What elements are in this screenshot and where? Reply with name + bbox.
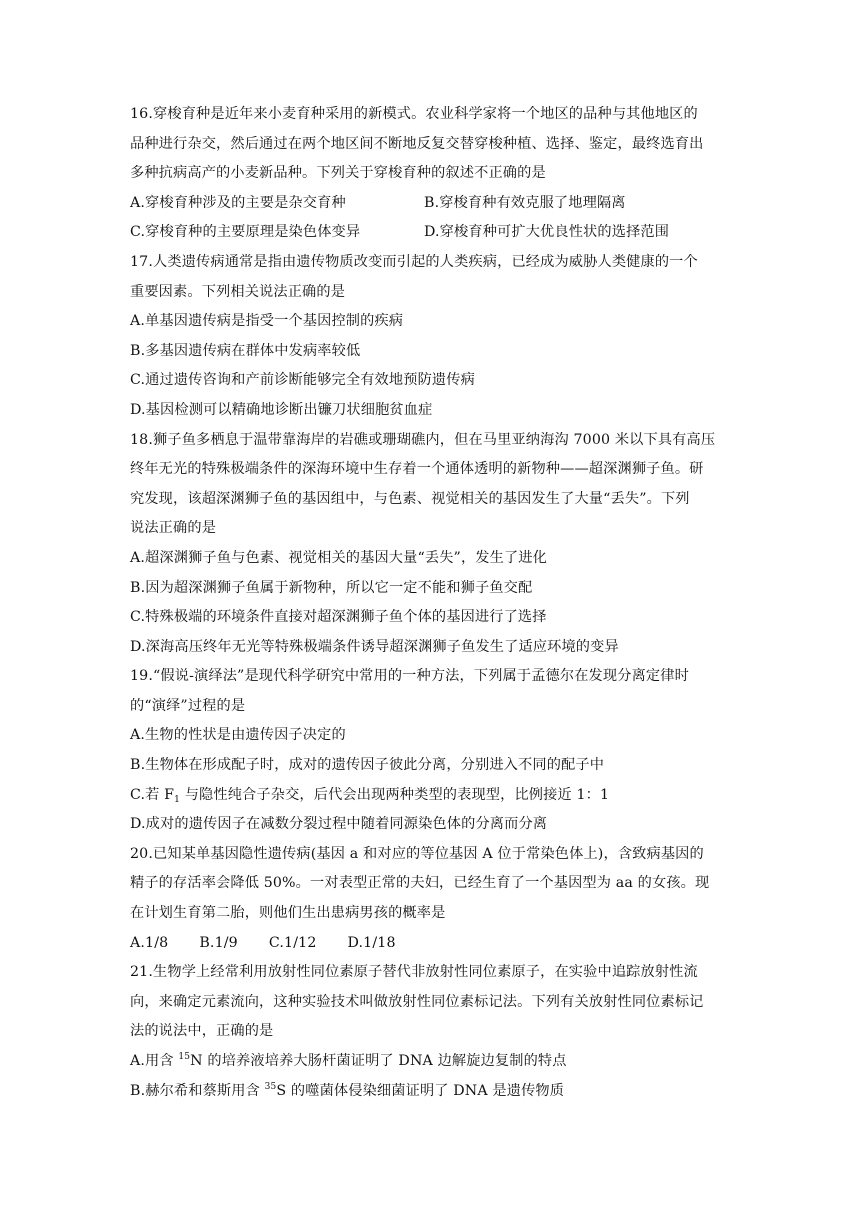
question-17 xyxy=(130,248,734,426)
option-d: D.深海高压终年无光等特殊极端条件诱导超深渊狮子鱼发生了适应环境的变异 xyxy=(130,638,619,655)
isotope-superscript: 35 xyxy=(264,1081,277,1092)
exam-page xyxy=(130,100,734,1106)
option-d: D.成对的遗传因子在减数分裂过程中随着同源染色体的分离而分离 xyxy=(130,816,548,833)
option-a-prefix: A.用含 xyxy=(130,1053,179,1069)
question-stem-line: 说法正确的是 xyxy=(130,520,217,537)
option-b-prefix: B.赫尔希和蔡斯用含 xyxy=(130,1082,265,1099)
question-stem-line: 17.人类遗传病通常是指由遗传物质改变而引起的人类疾病，已经成为威胁人类健康的一个 xyxy=(130,253,698,270)
option-b: B.多基因遗传病在群体中发病率较低 xyxy=(130,342,361,359)
question-stem-line: 向，来确定元素流向，这种实验技术叫做放射性同位素标记法。下列有关放射性同位素标记 xyxy=(130,993,704,1010)
option-a: A.1/8 xyxy=(130,934,169,951)
question-stem-line: 20.已知某单基因隐性遗传病(基因 a 和对应的等位基因 A 位于常染色体上)，含致病基因的 xyxy=(130,845,704,862)
option-a-text: N 的培养液培养大肠杆菌证明了 DNA 边解旋边复制的特点 xyxy=(190,1053,567,1069)
question-19 xyxy=(130,662,734,840)
option-a: A.超深渊狮子鱼与色素、视觉相关的基因大量“丢失”，发生了进化 xyxy=(130,549,547,566)
option-c xyxy=(130,781,734,811)
question-16 xyxy=(130,100,734,248)
question-stem-line: 多种抗病高产的小麦新品种。下列关于穿梭育种的叙述不正确的是 xyxy=(130,165,546,182)
question-21 xyxy=(130,958,734,1106)
option-d: D.穿梭育种可扩大优良性状的选择范围 xyxy=(424,224,670,241)
option-c: C.特殊极端的环境条件直接对超深渊狮子鱼个体的基因进行了选择 xyxy=(130,609,547,626)
question-stem-line: 品种进行杂交，然后通过在两个地区间不断地反复交替穿梭种植、选择、鉴定，最终选育出 xyxy=(130,135,704,152)
option-c: C.1/12 xyxy=(268,934,317,951)
question-stem-line: 在计划生育第二胎，则他们生出患病男孩的概率是 xyxy=(130,905,446,922)
option-c: C.通过遗传咨询和产前诊断能够完全有效地预防遗传病 xyxy=(130,372,475,389)
question-stem-line: 精子的存活率会降低 50%。一对表型正常的夫妇，已经生育了一个基因型为 aa 的女孩。现 xyxy=(130,875,710,892)
question-stem-line: 21.生物学上经常利用放射性同位素原子替代非放射性同位素原子，在实验中追踪放射性流 xyxy=(130,964,698,981)
question-20 xyxy=(130,840,734,958)
option-b-text: S 的噬菌体侵染细菌证明了 DNA 是遗传物质 xyxy=(276,1082,565,1099)
option-b xyxy=(130,1077,734,1107)
option-b: B.因为超深渊狮子鱼属于新物种，所以它一定不能和狮子鱼交配 xyxy=(130,579,533,596)
option-c: C.穿梭育种的主要原理是染色体变异 xyxy=(130,224,361,241)
option-row xyxy=(130,218,734,248)
question-18 xyxy=(130,426,734,663)
question-stem-line: 法的说法中，正确的是 xyxy=(130,1023,274,1040)
option-row xyxy=(130,929,734,959)
option-b: B.穿梭育种有效克服了地理隔离 xyxy=(424,194,626,211)
option-a: A.穿梭育种涉及的主要是杂交育种 xyxy=(130,194,346,211)
option-a: A.单基因遗传病是指受一个基因控制的疾病 xyxy=(130,313,404,330)
option-c-prefix: C.若 F xyxy=(130,786,175,803)
option-b: B.1/9 xyxy=(199,934,238,951)
question-stem-line: 重要因素。下列相关说法正确的是 xyxy=(130,283,346,300)
question-stem-line: 的“演绎”过程的是 xyxy=(130,697,246,714)
question-stem-line: 究发现，该超深渊狮子鱼的基因组中，与色素、视觉相关的基因发生了大量“丢失”。下列 xyxy=(130,490,690,507)
option-a: A.生物的性状是由遗传因子决定的 xyxy=(130,727,346,744)
question-stem-line: 18.狮子鱼多栖息于温带靠海岸的岩礁或珊瑚礁内，但在马里亚纳海沟 7000 米以下具有高压 xyxy=(130,431,716,448)
option-b: B.生物体在形成配子时，成对的遗传因子彼此分离，分别进入不同的配子中 xyxy=(130,757,605,774)
isotope-superscript: 15 xyxy=(178,1052,191,1062)
option-c-text: 与隐性纯合子杂交，后代会出现两种类型的表现型，比例接近 1：1 xyxy=(180,786,610,803)
question-stem-line: 19.“假说-演绎法”是现代科学研究中常用的一种方法，下列属于孟德尔在发现分离定律时 xyxy=(130,668,689,685)
option-row xyxy=(130,189,734,219)
subscript-1: 1 xyxy=(174,794,181,805)
question-stem-line: 16.穿梭育种是近年来小麦育种采用的新模式。农业科学家将一个地区的品种与其他地区的 xyxy=(130,106,698,122)
option-a xyxy=(130,1047,734,1077)
question-stem-line: 终年无光的特殊极端条件的深海环境中生存着一个通体透明的新物种——超深渊狮子鱼。研 xyxy=(130,461,704,478)
option-d: D.基因检测可以精确地诊断出镰刀状细胞贫血症 xyxy=(130,401,433,418)
option-d: D.1/18 xyxy=(347,934,396,951)
